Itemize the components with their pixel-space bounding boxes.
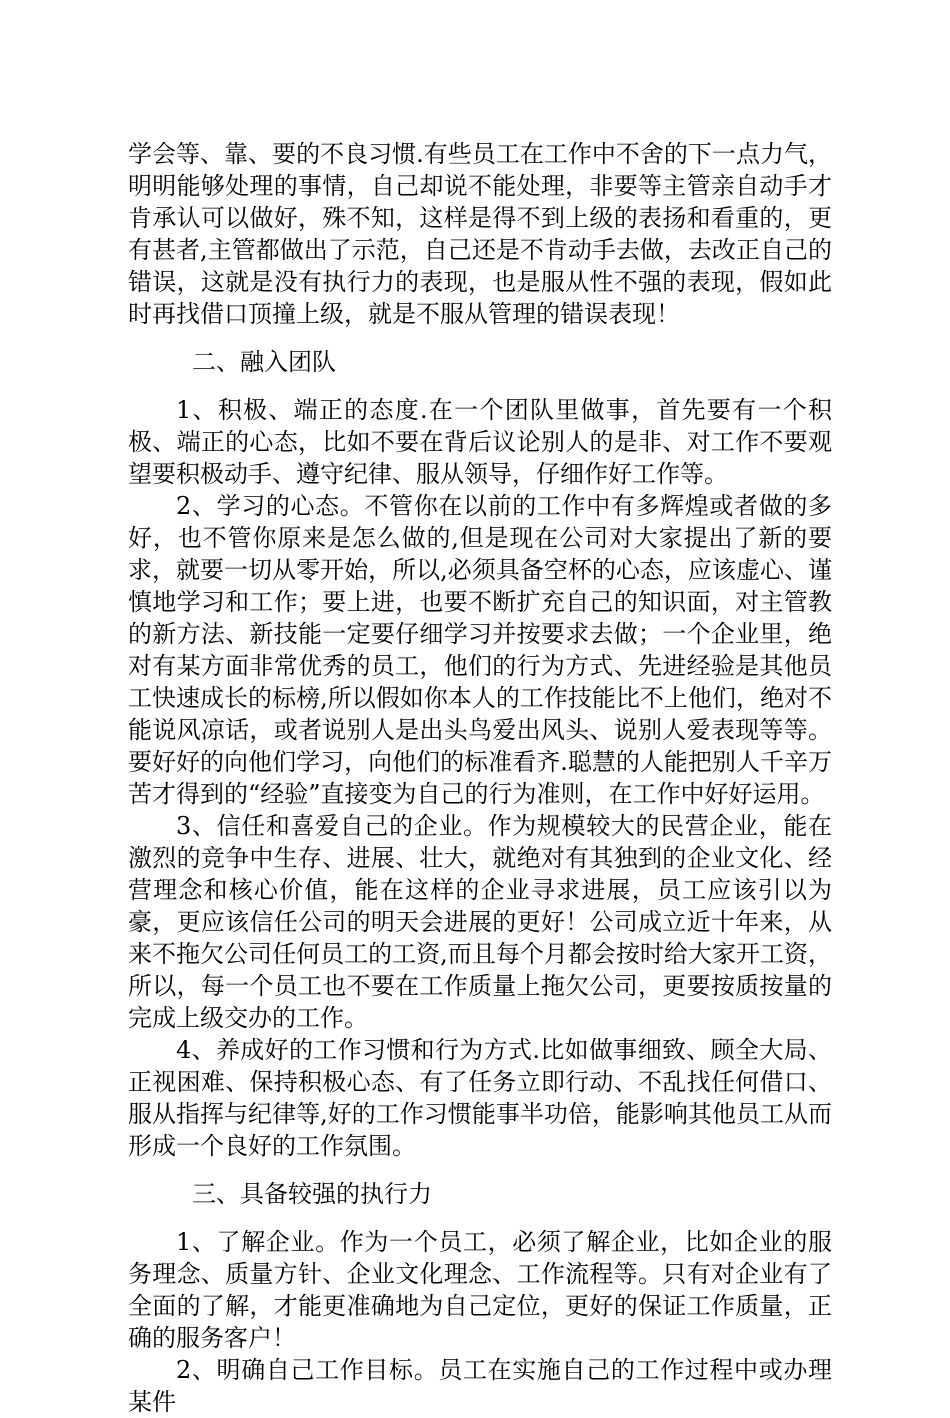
paragraph-2-4: 4、养成好的工作习惯和行为方式.比如做事细致、顾全大局、正视困难、保持积极心态、有了任务立即行动、不乱找任何借口、服从指挥与纪律等,好的工作习惯能事半功倍，能影响其他员工从而形成一个良好的工作氛围。 bbox=[128, 1036, 832, 1160]
document-body bbox=[128, 138, 832, 1418]
paragraph-3-2: 2、明确自己工作目标。员工在实施自己的工作过程中或办理某件 bbox=[128, 1356, 832, 1416]
paragraph-intro: 学会等、靠、要的不良习惯.有些员工在工作中不舍的下一点力气，明明能够处理的事情，自己却说不能处理，非要等主管亲自动手才肯承认可以做好，殊不知，这样是得不到上级的表扬和看重的，更有甚者,主管都做出了示范，自己还是不肯动手去做，去改正自己的错误，这就是没有执行力的表现，也是服从性不强的表现，假如此时再找借口顶撞上级，就是不服从管理的错误表现！ bbox=[128, 140, 832, 328]
section-heading-2: 二、融入团队 bbox=[192, 348, 336, 376]
paragraph-2-3: 3、信任和喜爱自己的企业。作为规模较大的民营企业，能在激烈的竞争中生存、进展、壮大，就绝对有其独到的企业文化、经营理念和核心价值，能在这样的企业寻求进展，员工应该引以为豪，更应该信任公司的明天会进展的更好！公司成立近十年来，从来不拖欠公司任何员工的工资,而且每个月都会按时给大家开工资，所以，每一个员工也不要在工作质量上拖欠公司，更要按质按量的完成上级交办的工作。 bbox=[128, 812, 832, 1032]
paragraph-2-2: 2、学习的心态。不管你在以前的工作中有多辉煌或者做的多好，也不管你原来是怎么做的,但是现在公司对大家提出了新的要求，就要一切从零开始，所以,必须具备空杯的心态，应该虚心、谨慎地学习和工作；要上进，也要不断扩充自己的知识面，对主管教的新方法、新技能一定要仔细学习并按要求去做；一个企业里，绝对有某方面非常优秀的员工，他们的行为方式、先进经验是其他员工快速成长的标榜,所以假如你本人的工作技能比不上他们，绝对不能说风凉话，或者说别人是出头鸟爱出风头、说别人爱表现等等。要好好的向他们学习，向他们的标准看齐.聪慧的人能把别人千辛万苦才得到的“经验”直接变为自己的行为准则，在工作中好好运用。 bbox=[128, 492, 832, 808]
section-heading-3: 三、具备较强的执行力 bbox=[192, 1180, 432, 1208]
paragraph-3-1: 1、了解企业。作为一个员工，必须了解企业，比如企业的服务理念、质量方针、企业文化理念、工作流程等。只有对企业有了全面的了解，才能更准确地为自己定位，更好的保证工作质量，正确的服务客户！ bbox=[128, 1228, 832, 1352]
paragraph-2-1: 1、积极、端正的态度.在一个团队里做事，首先要有一个积极、端正的心态，比如不要在背后议论别人的是非、对工作不要观望要积极动手、遵守纪律、服从领导，仔细作好工作等。 bbox=[128, 396, 832, 488]
